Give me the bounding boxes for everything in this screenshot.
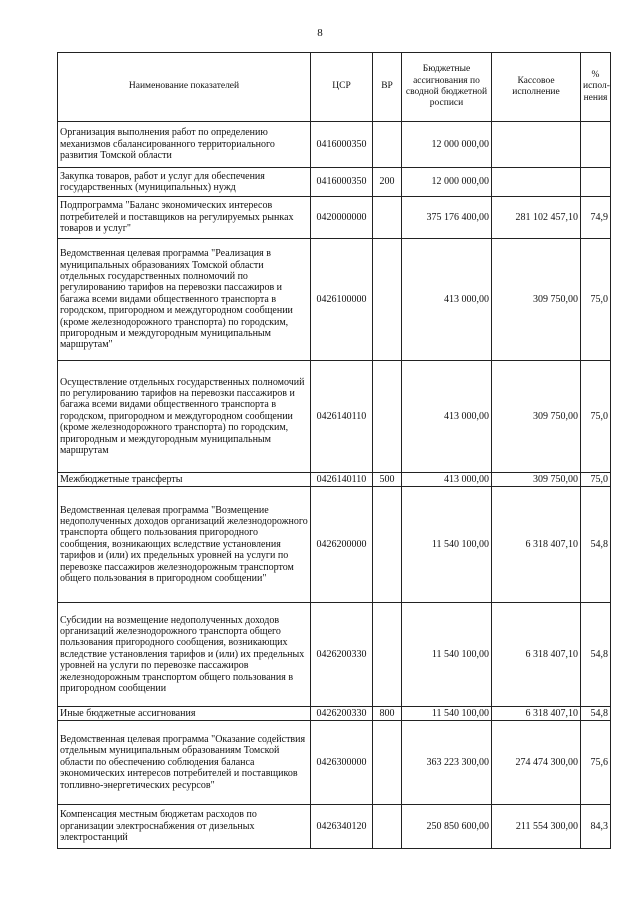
table-row (58, 721, 611, 805)
row-csr: 0416000350 (311, 168, 373, 197)
table-row (58, 197, 611, 239)
row-vr (373, 487, 402, 603)
row-budget: 413 000,00 (402, 239, 492, 361)
row-name: Ведомственная целевая программа "Реализация в муниципальных образованиях Томской области отдельных государственных полномочий по регулированию тарифов на перевозки пассажиров и багажа всеми видами общественного транспорта в городском, пригородном и междугородном сообщении (кроме железнодорожного транспорта) по городским, пригородным и междугородным муниципальным маршрутам" (58, 239, 311, 361)
row-csr: 0426140110 (311, 361, 373, 473)
row-cash: 281 102 457,10 (492, 197, 581, 239)
row-vr (373, 122, 402, 168)
row-name: Закупка товаров, работ и услуг для обеспечения государственных (муниципальных) нужд (58, 168, 311, 197)
row-vr (373, 197, 402, 239)
row-csr: 0426140110 (311, 473, 373, 487)
row-cash: 6 318 407,10 (492, 707, 581, 721)
budget-execution-table (57, 52, 611, 849)
row-name: Межбюджетные трансферты (58, 473, 311, 487)
header-pct: % испол-нения (581, 53, 611, 122)
header-cash: Кассовое исполнение (492, 53, 581, 122)
row-vr (373, 239, 402, 361)
row-budget: 12 000 000,00 (402, 122, 492, 168)
table-row (58, 473, 611, 487)
table-header (58, 53, 611, 122)
table-row (58, 168, 611, 197)
row-csr: 0426340120 (311, 805, 373, 849)
row-vr (373, 805, 402, 849)
row-pct: 54,8 (581, 487, 611, 603)
row-pct (581, 122, 611, 168)
row-budget: 11 540 100,00 (402, 603, 492, 707)
row-vr: 500 (373, 473, 402, 487)
row-pct: 54,8 (581, 603, 611, 707)
header-csr: ЦСР (311, 53, 373, 122)
row-pct: 54,8 (581, 707, 611, 721)
table-body (58, 122, 611, 849)
row-name: Осуществление отдельных государственных полномочий по регулированию тарифов на перевозки пассажиров и багажа всеми видами общественного транспорта в городском, пригородном и междугородном сообщении (кроме железнодорожного транспорта) по городским, пригородным и междугородным муниципальным маршрутам (58, 361, 311, 473)
page-number: 8 (317, 27, 323, 39)
row-budget: 12 000 000,00 (402, 168, 492, 197)
row-csr: 0426200330 (311, 707, 373, 721)
row-cash: 6 318 407,10 (492, 487, 581, 603)
header-vr: ВР (373, 53, 402, 122)
row-csr: 0426300000 (311, 721, 373, 805)
row-vr (373, 603, 402, 707)
row-cash (492, 122, 581, 168)
row-pct: 75,6 (581, 721, 611, 805)
row-cash (492, 168, 581, 197)
row-vr: 800 (373, 707, 402, 721)
row-vr (373, 721, 402, 805)
row-cash: 274 474 300,00 (492, 721, 581, 805)
row-cash: 309 750,00 (492, 473, 581, 487)
row-cash: 6 318 407,10 (492, 603, 581, 707)
row-name: Организация выполнения работ по определению механизмов сбалансированного территориального развития Томской области (58, 122, 311, 168)
row-cash: 309 750,00 (492, 239, 581, 361)
row-csr: 0426200000 (311, 487, 373, 603)
row-budget: 413 000,00 (402, 361, 492, 473)
row-pct: 75,0 (581, 361, 611, 473)
row-csr: 0426200330 (311, 603, 373, 707)
row-pct: 84,3 (581, 805, 611, 849)
row-name: Компенсация местным бюджетам расходов по организации электроснабжения от дизельных электростанций (58, 805, 311, 849)
row-name: Субсидии на возмещение недополученных доходов организаций железнодорожного транспорта общего пользования пригородного сообщения, возникающих вследствие установления тарифов и (или) их предельных уровней на услуги по перевозке пассажиров железнодорожным транспортом общего пользования в пригородном сообщении (58, 603, 311, 707)
row-csr: 0426100000 (311, 239, 373, 361)
row-budget: 413 000,00 (402, 473, 492, 487)
row-budget: 11 540 100,00 (402, 707, 492, 721)
row-pct: 75,0 (581, 473, 611, 487)
row-pct (581, 168, 611, 197)
table-row (58, 805, 611, 849)
header-budget: Бюджетные ассигнования по сводной бюджетной росписи (402, 53, 492, 122)
header-name: Наименование показателей (58, 53, 311, 122)
row-vr (373, 361, 402, 473)
row-csr: 0416000350 (311, 122, 373, 168)
row-budget: 11 540 100,00 (402, 487, 492, 603)
row-budget: 363 223 300,00 (402, 721, 492, 805)
row-name: Ведомственная целевая программа "Оказание содействия отдельным муниципальным образованиям Томской области по обеспечению соблюдения баланса экономических интересов потребителей и поставщиков топливно-энергетических ресурсов" (58, 721, 311, 805)
row-cash: 211 554 300,00 (492, 805, 581, 849)
row-name: Подпрограмма "Баланс экономических интересов потребителей и поставщиков на регулируемых рынках товаров и услуг" (58, 197, 311, 239)
row-cash: 309 750,00 (492, 361, 581, 473)
table-row (58, 239, 611, 361)
row-pct: 74,9 (581, 197, 611, 239)
row-budget: 375 176 400,00 (402, 197, 492, 239)
table-row (58, 487, 611, 603)
row-budget: 250 850 600,00 (402, 805, 492, 849)
row-name: Иные бюджетные ассигнования (58, 707, 311, 721)
row-csr: 0420000000 (311, 197, 373, 239)
table-row (58, 361, 611, 473)
table-row (58, 122, 611, 168)
table-row (58, 603, 611, 707)
row-name: Ведомственная целевая программа "Возмещение недополученных доходов организаций железнодорожного транспорта общего пользования пригородного сообщения, возникающих вследствие установления тарифов и (или) их предельных уровней на услуги по перевозке пассажиров железнодорожным транспортом общего пользования в пригородном сообщении" (58, 487, 311, 603)
row-pct: 75,0 (581, 239, 611, 361)
row-vr: 200 (373, 168, 402, 197)
table-row (58, 707, 611, 721)
header-row (58, 53, 611, 122)
